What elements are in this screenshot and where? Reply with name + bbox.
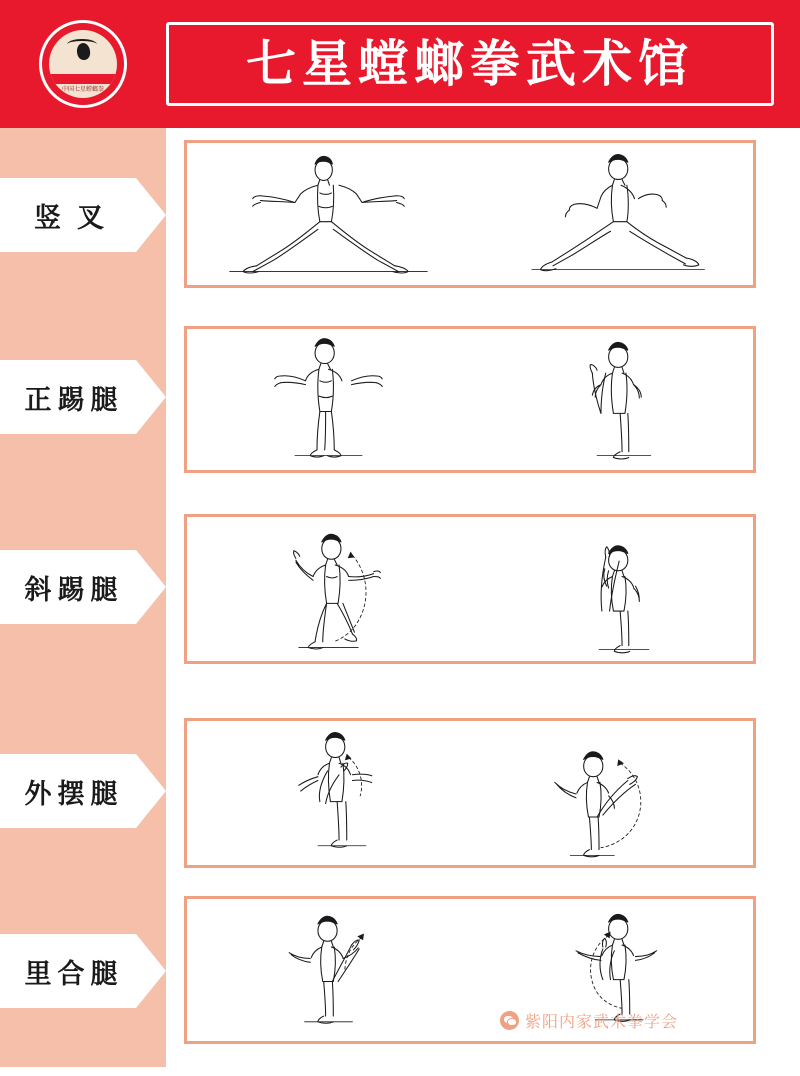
exercise-row: [0, 318, 800, 498]
watermark-text: 紫阳内家武术拳学会: [525, 1012, 679, 1031]
row-label-arrow-5: [0, 934, 166, 1008]
figure-front-kick-ready-stance: [187, 329, 470, 470]
row-label-arrow-3: [0, 550, 166, 624]
row-label-text: 竖叉: [34, 202, 120, 234]
figure-panel-2: [184, 326, 756, 473]
figure-outside-crescent-kick-start: [187, 721, 470, 865]
exercise-row: [0, 886, 800, 1076]
row-label-arrow-2: [0, 360, 166, 434]
title-frame: [166, 22, 774, 106]
figure-inside-crescent-kick-start: [187, 899, 470, 1041]
page-title: 七星螳螂拳武术馆: [246, 34, 694, 93]
page-header: [0, 0, 800, 128]
arrow-head-icon: [136, 178, 166, 252]
figure-front-split-frontal: [187, 143, 470, 285]
exercise-row: [0, 698, 800, 898]
arrow-head-icon: [136, 934, 166, 1008]
row-label-text: 外摆腿: [24, 778, 124, 810]
exercise-row: [0, 506, 800, 691]
figure-diagonal-kick-high: [470, 517, 753, 661]
figure-panel-4: [184, 718, 756, 868]
figure-outside-crescent-kick-arc: [470, 721, 753, 865]
row-label-text: 正踢腿: [24, 384, 124, 416]
content-area: [0, 128, 800, 1067]
row-label-arrow-1: [0, 178, 166, 252]
figure-front-kick-high: [470, 329, 753, 470]
figure-panel-1: [184, 140, 756, 288]
row-label-arrow-4: [0, 754, 166, 828]
figure-front-split-side: [470, 143, 753, 285]
exercise-row: [0, 128, 800, 334]
figure-panel-3: [184, 514, 756, 664]
mantis-emblem-icon: [39, 20, 127, 108]
emblem-band: [49, 74, 117, 84]
mantis-icon: [66, 39, 100, 65]
emblem-caption: 中国七星螳螂拳: [61, 86, 104, 93]
emblem-disc: [49, 30, 117, 98]
figure-diagonal-kick-swing: [187, 517, 470, 661]
watermark: [500, 1009, 678, 1032]
wechat-icon: [500, 1011, 519, 1030]
arrow-head-icon: [136, 754, 166, 828]
row-label-text: 斜踢腿: [24, 574, 124, 606]
row-label-text: 里合腿: [24, 958, 124, 990]
arrow-head-icon: [136, 360, 166, 434]
logo-container: [0, 0, 166, 128]
arrow-head-icon: [136, 550, 166, 624]
